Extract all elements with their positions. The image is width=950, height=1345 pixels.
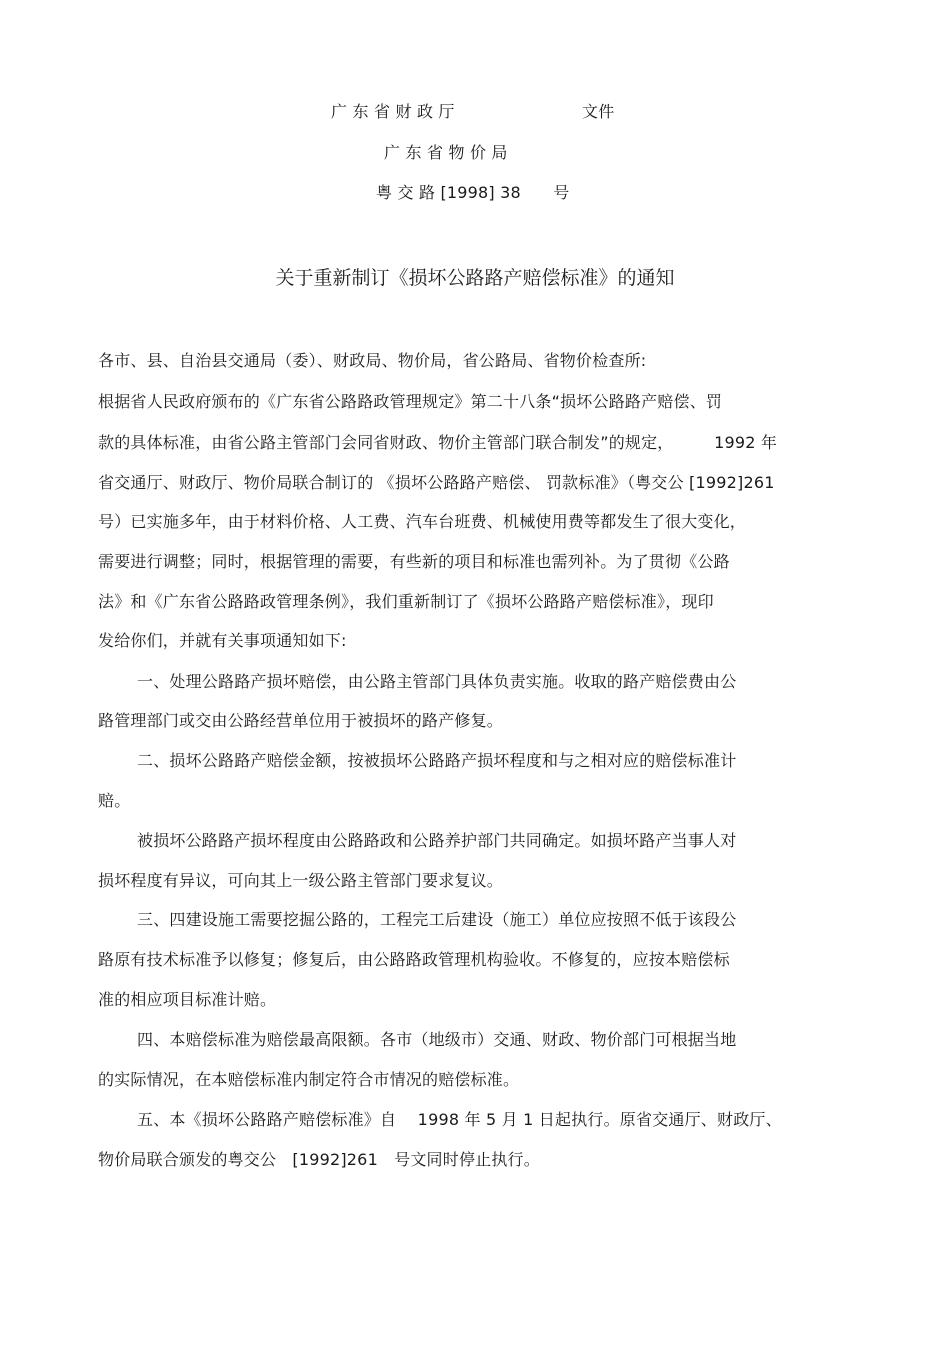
header-doc-number: 粤 交 路 [1998] 38 号 bbox=[376, 183, 570, 202]
body-line: 号）已实施多年，由于材料价格、人工费、汽车台班费、机械使用费等都发生了很大变化， bbox=[98, 512, 747, 531]
header-org-finance: 广 东 省 财 政 厅 bbox=[331, 102, 455, 121]
body-line: 的实际情况，在本赔偿标准内制定符合市情况的赔偿标准。 bbox=[98, 1070, 520, 1089]
body-line: 省交通厅、财政厅、物价局联合制订的 《损坏公路路产赔偿、 罚款标准》（粤交公 [1992]261 bbox=[98, 473, 775, 492]
body-line: 各市、县、自治县交通局（委）、财政局、物价局，省公路局、省物价检查所: bbox=[98, 351, 647, 370]
body-line: 三、四建设施工需要挖掘公路的，工程完工后建设（施工）单位应按照不低于该段公 bbox=[137, 910, 737, 929]
body-line: 发给你们，并就有关事项通知如下: bbox=[98, 631, 347, 650]
body-line: 二、损坏公路路产赔偿金额，按被损坏公路路产损坏程度和与之相对应的赔偿标准计 bbox=[137, 751, 737, 770]
body-line: 损坏程度有异议，可向其上一级公路主管部门要求复议。 bbox=[98, 871, 504, 890]
body-line: 准的相应项目标准计赔。 bbox=[98, 990, 277, 1009]
body-line: 赔。 bbox=[98, 791, 131, 810]
body-line: 四、本赔偿标准为赔偿最高限额。各市（地级市）交通、财政、物价部门可根据当地 bbox=[137, 1030, 737, 1049]
header-doc-word: 文件 bbox=[582, 102, 615, 121]
page-title: 关于重新制订《损坏公路路产赔偿标准》的通知 bbox=[275, 267, 675, 289]
body-line: 款的具体标准，由省公路主管部门会同省财政、物价主管部门联合制发”的规定， 1992 年 bbox=[98, 433, 778, 452]
body-line: 被损坏公路路产损坏程度由公路路政和公路养护部门共同确定。如损坏路产当事人对 bbox=[137, 831, 737, 850]
header-org-price: 广 东 省 物 价 局 bbox=[384, 143, 508, 162]
body-line: 五、本《损坏公路路产赔偿标准》自 1998 年 5 月 1 日起执行。原省交通厅、财政厅、 bbox=[137, 1110, 782, 1129]
body-line: 路管理部门或交由公路经营单位用于被损坏的路产修复。 bbox=[98, 711, 504, 730]
body-line: 一、处理公路路产损坏赔偿，由公路主管部门具体负责实施。收取的路产赔偿费由公 bbox=[137, 672, 737, 691]
body-line: 物价局联合颁发的粤交公 [1992]261 号文同时停止执行。 bbox=[98, 1150, 540, 1169]
body-line: 法》和《广东省公路路政管理条例》，我们重新制订了《损坏公路路产赔偿标准》，现印 bbox=[98, 592, 714, 611]
body-line: 需要进行调整；同时，根据管理的需要，有些新的项目和标准也需列补。为了贯彻《公路 bbox=[98, 552, 730, 571]
body-line: 根据省人民政府颁布的《广东省公路路政管理规定》第二十八条“损坏公路路产赔偿、罚 bbox=[98, 392, 723, 411]
body-line: 路原有技术标准予以修复；修复后，由公路路政管理机构验收。不修复的，应按本赔偿标 bbox=[98, 950, 730, 969]
